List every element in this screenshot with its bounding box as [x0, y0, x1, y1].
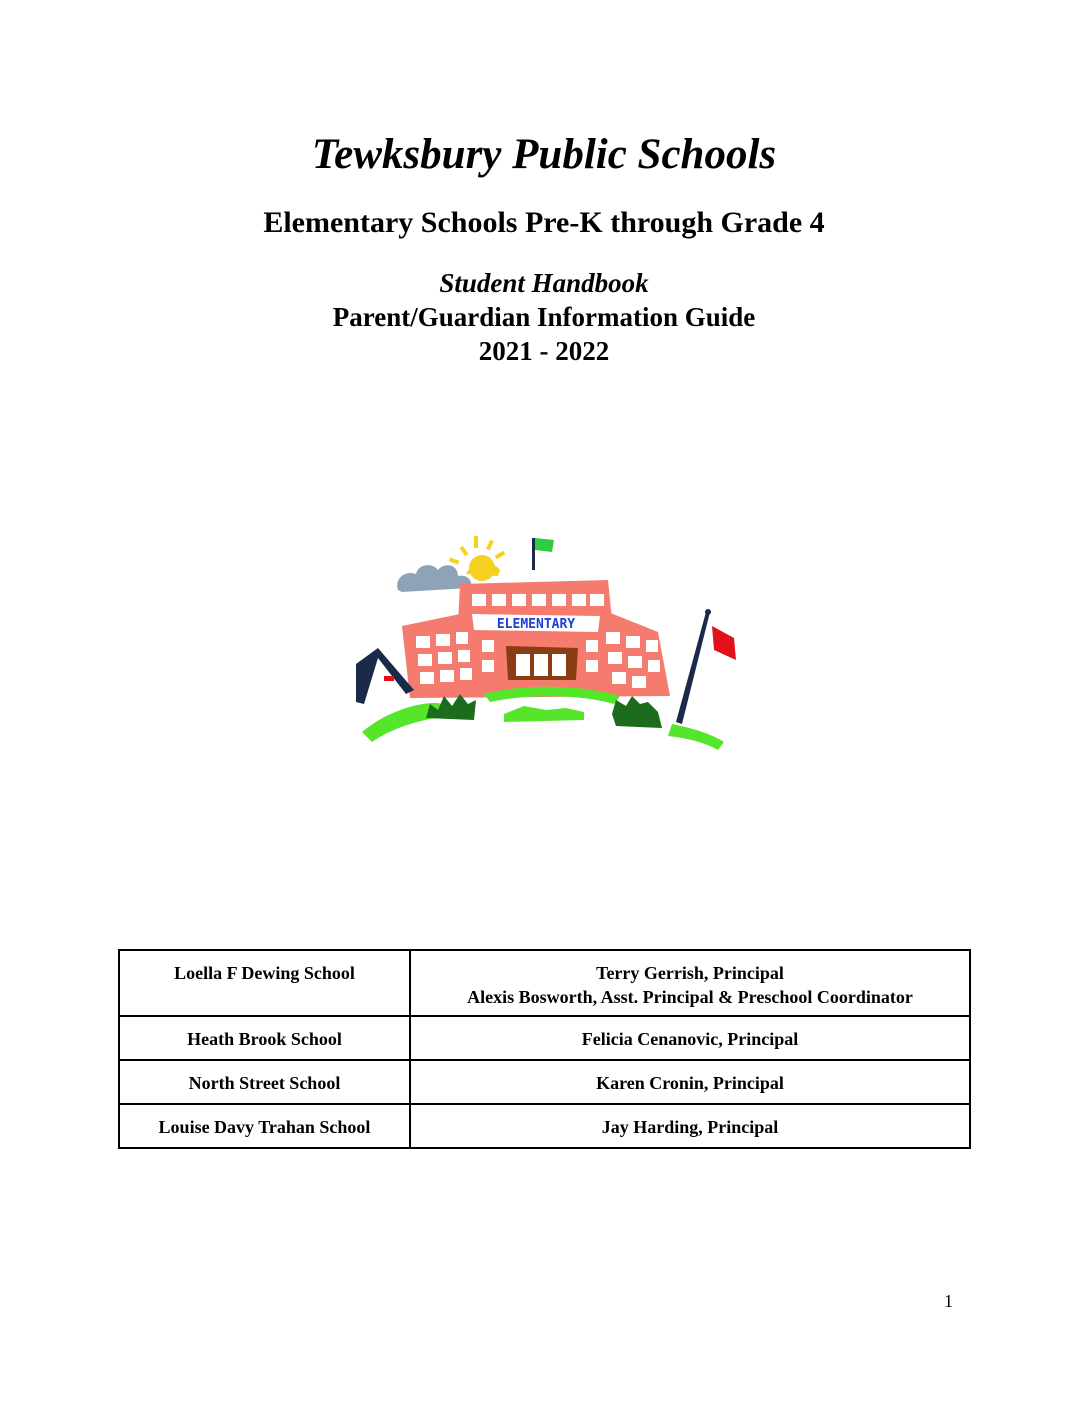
school-name: Louise Davy Trahan School — [119, 1104, 410, 1148]
staff-name: Jay Harding, Principal — [601, 1117, 779, 1137]
building-sign-text: ELEMENTARY — [496, 617, 576, 632]
handbook-label: Student Handbook — [439, 268, 649, 298]
table-row — [119, 950, 970, 1016]
staff-name: Alexis Bosworth, Asst. Principal & Preschool Coordinator — [467, 987, 913, 1007]
swing-set-icon — [356, 648, 414, 704]
staff-cell — [410, 1060, 970, 1104]
staff-name: Karen Cronin, Principal — [596, 1073, 784, 1093]
page-number: 1 — [944, 1291, 953, 1311]
school-building-clipart — [350, 528, 740, 758]
staff-name: Terry Gerrish, Principal — [596, 963, 784, 983]
guide-label: Parent/Guardian Information Guide — [332, 302, 756, 332]
main-building — [402, 612, 670, 698]
red-flag-icon — [676, 609, 736, 724]
staff-cell — [410, 1016, 970, 1060]
document-subtitle: Elementary Schools Pre-K through Grade 4 — [263, 206, 825, 239]
staff-name: Felicia Cenanovic, Principal — [581, 1029, 799, 1049]
staff-cell — [410, 950, 970, 1016]
table-row — [119, 1104, 970, 1148]
handbook-heading-block — [0, 266, 1088, 368]
top-flag-icon — [532, 538, 554, 570]
staff-cell — [410, 1104, 970, 1148]
school-name: Loella F Dewing School — [119, 950, 410, 1016]
table-row — [119, 1016, 970, 1060]
school-year: 2021 - 2022 — [478, 336, 610, 366]
table-row — [119, 1060, 970, 1104]
school-name: Heath Brook School — [119, 1016, 410, 1060]
school-staff-table — [118, 949, 971, 1149]
document-title: Tewksbury Public Schools — [311, 131, 777, 178]
school-name: North Street School — [119, 1060, 410, 1104]
